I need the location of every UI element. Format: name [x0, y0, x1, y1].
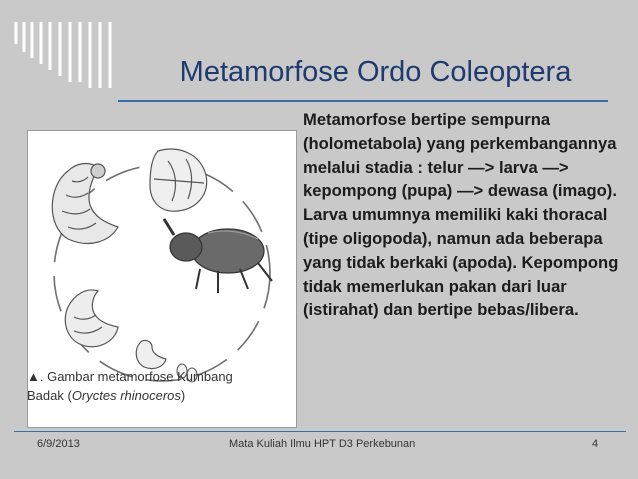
caption-prefix: ▲. Gambar metamorfose Kumbang Badak (: [27, 369, 233, 403]
caption-species: Oryctes rhinoceros: [71, 388, 181, 403]
figure-caption: [27, 367, 237, 405]
footer-course: Mata Kuliah Ilmu HPT D3 Perkebunan: [229, 438, 416, 450]
decorative-bars-icon: [0, 0, 120, 90]
caption-suffix: ): [180, 388, 186, 403]
young-larva-icon: [136, 340, 166, 368]
beetle-icon: [164, 219, 272, 293]
larva-large-icon: [52, 164, 118, 244]
larva-small-icon: [65, 290, 118, 347]
slide-title: Metamorfose Ordo Coleoptera: [179, 56, 572, 88]
body-paragraph: Metamorfose bertipe sempurna (holometabola) yang perkembangannya melalui stadia : telur —> larva —> kepompong (pupa) —> dewasa (imago). Larva umumnya memiliki kaki thoracal (tipe oligopoda), namun ada beberapa yang tidak berkaki (apoda). Kepompong tidak memerlukan pakan dari luar (istirahat) dan bertipe bebas/libera.: [303, 110, 619, 320]
footer-page-number: 4: [592, 438, 599, 450]
pupa-icon: [150, 149, 207, 211]
footer-date: 6/9/2013: [37, 438, 80, 450]
title-underline: [118, 100, 608, 102]
footer-divider: [14, 431, 626, 432]
